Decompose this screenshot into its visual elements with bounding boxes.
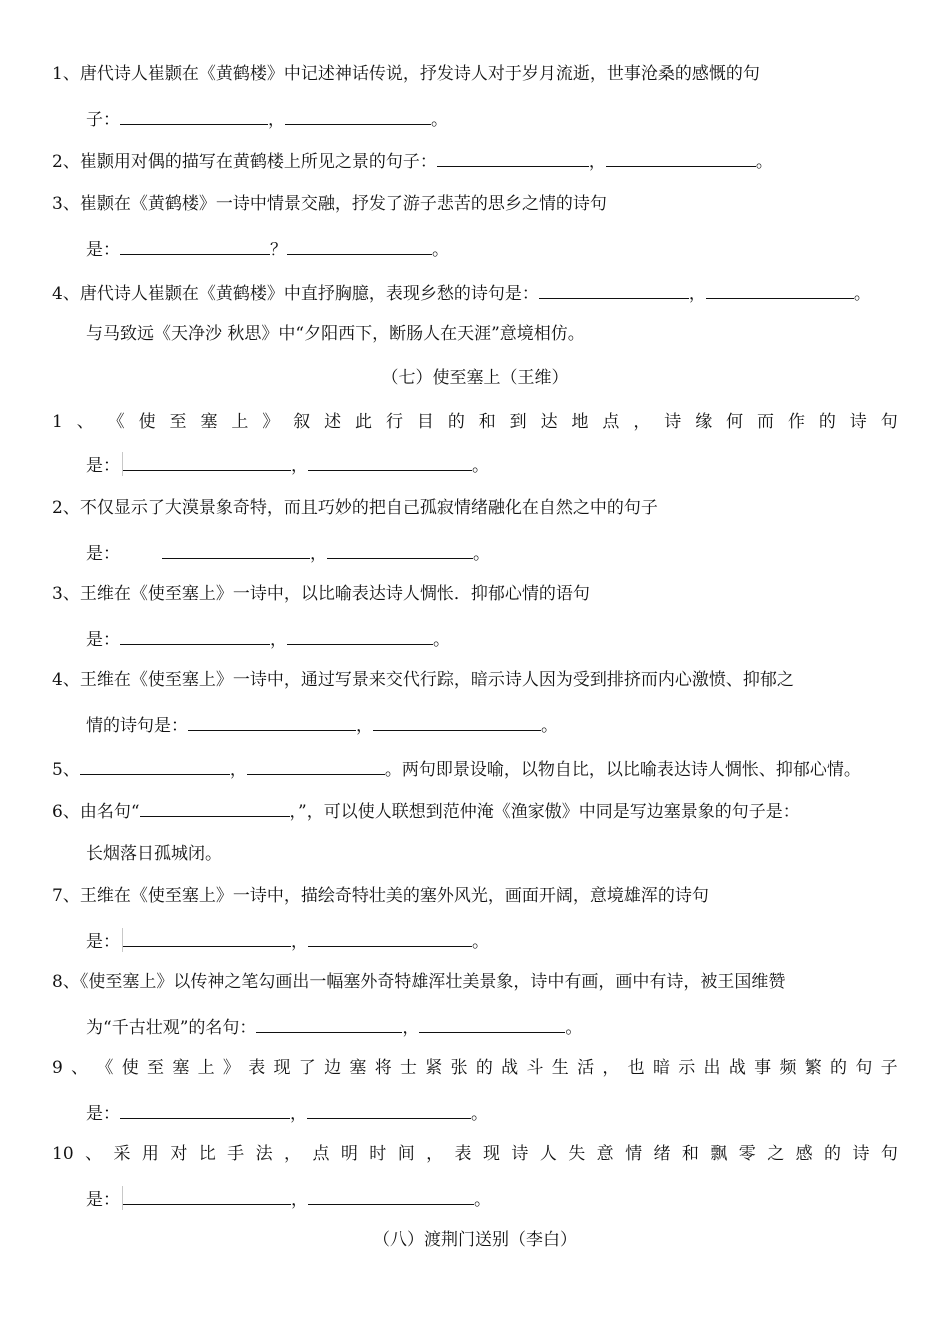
section-7-heading: （七）使至塞上（王维） [381, 368, 569, 388]
s7-q3-prefix: 是： [86, 630, 120, 650]
period: 。 [432, 240, 449, 260]
s7-q2-answer-line [86, 540, 490, 564]
s7-q2-prefix: 是： [86, 544, 120, 564]
text-char: 上 [197, 1058, 215, 1078]
comma: ， [289, 802, 299, 822]
period: 。 [472, 456, 489, 476]
text-char: 而 [757, 412, 775, 432]
text-char: 述 [324, 412, 342, 432]
answer-blank[interactable] [188, 712, 356, 731]
q1-prefix: 子： [86, 110, 120, 130]
text-char: 频 [779, 1058, 797, 1078]
answer-blank[interactable] [307, 1100, 471, 1119]
text-char: 的 [830, 1058, 848, 1078]
answer-blank[interactable] [256, 1014, 402, 1033]
period: 。 [755, 152, 773, 172]
comma: ， [291, 1190, 308, 1210]
s7-q3-text: 3、王维在《使至塞上》一诗中，以比喻表达诗人惆怅．抑郁心情的语句 [52, 584, 590, 604]
q4-text: 4、唐代诗人崔颢在《黄鹤楼》中直抒胸臆，表现乡愁的诗句是： [52, 284, 539, 304]
answer-blank[interactable] [419, 1014, 565, 1033]
text-char: 、 [76, 412, 94, 432]
text-char: 情 [625, 1144, 643, 1164]
s7-q8-text: 8、《使至塞上》以传神之笔勾画出一幅塞外奇特雄浑壮美景象，诗中有画，画中有诗，被王国维赞 [52, 972, 786, 992]
text-char: 士 [399, 1058, 417, 1078]
answer-blank[interactable] [308, 928, 472, 947]
s7-q9-prefix: 是： [86, 1104, 120, 1124]
answer-blank[interactable] [285, 106, 431, 125]
answer-blank[interactable] [437, 148, 589, 167]
text-char: 句 [880, 412, 898, 432]
text-char: 活 [577, 1058, 595, 1078]
text-char: 斗 [526, 1058, 544, 1078]
q3-text: 3、崔颢在《黄鹤楼》一诗中情景交融，抒发了游子悲苦的思乡之情的诗句 [52, 194, 607, 214]
s7-q3-answer-line [86, 626, 450, 650]
text-char: 的 [818, 412, 836, 432]
s7-q1-text [52, 410, 898, 434]
text-char: 表 [454, 1144, 472, 1164]
answer-blank[interactable] [123, 1186, 291, 1205]
text-char: 到 [509, 412, 527, 432]
period: 。 [473, 544, 490, 564]
period: 。 [431, 110, 448, 130]
text-char: 手 [227, 1144, 245, 1164]
q2-line [52, 148, 773, 172]
text-char: 缘 [695, 412, 713, 432]
text-char: 对 [170, 1144, 188, 1164]
s7-q8-prefix: 为“千古壮观”的名句： [86, 1018, 257, 1038]
text-char: 目 [416, 412, 434, 432]
s7-q7-answer-line [86, 928, 489, 952]
period: 。 [433, 630, 450, 650]
period: 。 [853, 284, 871, 304]
question-mark: ？ [270, 240, 287, 260]
answer-blank[interactable] [140, 798, 290, 817]
text-char: 现 [482, 1144, 500, 1164]
text-char: 零 [738, 1144, 756, 1164]
text-char: 叙 [293, 412, 311, 432]
text-char: 此 [355, 412, 373, 432]
comma: ， [270, 630, 287, 650]
period: 。 [384, 760, 402, 780]
answer-blank[interactable] [287, 236, 432, 255]
s7-q6-answer: 长烟落日孤城闭。 [86, 844, 222, 864]
s7-q7-prefix: 是： [86, 932, 120, 952]
text-char: 点 [312, 1144, 330, 1164]
text-char: ， [633, 412, 651, 432]
s7-q9-answer-line [86, 1100, 488, 1124]
answer-blank[interactable] [287, 626, 433, 645]
text-char: 和 [681, 1144, 699, 1164]
text-char: 的 [447, 412, 465, 432]
s7-q5-line [52, 756, 861, 780]
s7-q1-answer-line [86, 452, 489, 476]
q4-note: 与马致远《天净沙 秋思》中“夕阳西下，断肠人在天涯”意境相仿。 [86, 324, 585, 344]
text-char: 战 [728, 1058, 746, 1078]
text-char: 塞 [172, 1058, 190, 1078]
text-char: 使 [138, 412, 156, 432]
comma: ， [688, 284, 706, 304]
text-char: 法 [255, 1144, 273, 1164]
text-char: 塞 [349, 1058, 367, 1078]
text-char: 10 [52, 1144, 74, 1164]
comma: ， [588, 152, 606, 172]
text-char: 间 [397, 1144, 415, 1164]
text-char: 比 [198, 1144, 216, 1164]
s7-q4-text: 4、王维在《使至塞上》一诗中，通过写景来交代行踪，暗示诗人因为受到排挤而内心激愤、抑郁之 [52, 670, 794, 690]
text-char: 用 [141, 1144, 159, 1164]
text-char: 表 [248, 1058, 266, 1078]
q3-prefix: 是： [86, 240, 120, 260]
text-char: 点 [602, 412, 620, 432]
comma: ， [291, 456, 308, 476]
answer-blank[interactable] [706, 280, 854, 299]
text-char: 达 [540, 412, 558, 432]
text-char: 失 [568, 1144, 586, 1164]
text-char: 繁 [804, 1058, 822, 1078]
q4-line [52, 280, 871, 304]
text-char: 》 [222, 1058, 240, 1078]
text-char: 的 [475, 1058, 493, 1078]
s7-q6-suffix: ”，可以使人联想到范仲淹《渔家傲》中同是写边塞景象的句子是： [298, 802, 800, 822]
answer-blank[interactable] [123, 452, 291, 471]
text-char: 诗 [852, 1144, 870, 1164]
text-char: 出 [703, 1058, 721, 1078]
text-char: 人 [539, 1144, 557, 1164]
answer-blank[interactable] [80, 756, 230, 775]
text-char: 将 [374, 1058, 392, 1078]
q1-answer-line [86, 106, 448, 130]
answer-blank[interactable] [120, 626, 270, 645]
text-char: 使 [121, 1058, 139, 1078]
text-char: 战 [501, 1058, 519, 1078]
text-char: 现 [273, 1058, 291, 1078]
period: 。 [541, 716, 558, 736]
answer-blank[interactable] [327, 540, 473, 559]
period: 。 [565, 1018, 583, 1038]
answer-blank[interactable] [162, 540, 310, 559]
period: 。 [471, 1104, 488, 1124]
q1-text: 1、唐代诗人崔颢在《黄鹤楼》中记述神话传说，抒发诗人对于岁月流逝，世事沧桑的感慨的句 [52, 64, 760, 84]
text-char: 诗 [511, 1144, 529, 1164]
text-char: 明 [340, 1144, 358, 1164]
text-char: ， [602, 1058, 620, 1078]
s7-q5-suffix: 两句即景设喻，以物自比，以比喻表达诗人惆怅、抑郁心情。 [401, 760, 861, 780]
answer-blank[interactable] [123, 928, 291, 947]
text-char: 何 [726, 412, 744, 432]
text-char: 绪 [653, 1144, 671, 1164]
text-char: 意 [596, 1144, 614, 1164]
answer-blank[interactable] [373, 712, 541, 731]
text-char: 句 [855, 1058, 873, 1078]
q3-answer-line [86, 236, 449, 260]
text-char: 暗 [652, 1058, 670, 1078]
text-char: 示 [678, 1058, 696, 1078]
s7-q6-prefix: 6、由名句“ [52, 802, 140, 822]
q2-text: 2、崔颢用对偶的描写在黄鹤楼上所见之景的句子： [52, 152, 437, 172]
text-char: ， [426, 1144, 444, 1164]
text-char: 诗 [849, 412, 867, 432]
text-char: 9 [52, 1058, 63, 1078]
period: 。 [474, 1190, 491, 1210]
s7-q10-answer-line [86, 1186, 491, 1210]
text-char: 感 [795, 1144, 813, 1164]
s7-q7-text: 7、王维在《使至塞上》一诗中，描绘奇特壮美的塞外风光，画面开阔，意境雄浑的诗句 [52, 886, 709, 906]
answer-blank[interactable] [539, 280, 689, 299]
comma: ， [310, 544, 327, 564]
text-char: 句 [880, 1144, 898, 1164]
comma: ， [402, 1018, 420, 1038]
comma: ， [268, 110, 285, 130]
s7-q10-text [52, 1142, 898, 1166]
s7-q10-prefix: 是： [86, 1190, 120, 1210]
comma: ， [356, 716, 373, 736]
answer-blank[interactable] [247, 756, 385, 775]
text-char: 塞 [200, 412, 218, 432]
text-char: 了 [298, 1058, 316, 1078]
text-char: 的 [824, 1144, 842, 1164]
text-char: 紧 [425, 1058, 443, 1078]
s7-q6-line [52, 798, 800, 822]
s7-q2-text: 2、不仅显示了大漠景象奇特，而且巧妙的把自己孤寂情绪融化在自然之中的句子 [52, 498, 658, 518]
comma: ， [229, 760, 247, 780]
s7-q4-prefix: 情的诗句是： [86, 716, 188, 736]
text-char: 1 [52, 412, 63, 432]
answer-blank[interactable] [308, 1186, 474, 1205]
answer-blank[interactable] [120, 236, 270, 255]
text-char: 作 [787, 412, 805, 432]
s7-q8-answer-line [86, 1014, 582, 1038]
text-char: 子 [880, 1058, 898, 1078]
text-char: 飘 [710, 1144, 728, 1164]
text-char: 也 [627, 1058, 645, 1078]
period: 。 [472, 932, 489, 952]
text-char: 采 [113, 1144, 131, 1164]
s7-q4-answer-line [86, 712, 558, 736]
text-char: 事 [754, 1058, 772, 1078]
text-char: 诗 [664, 412, 682, 432]
answer-blank[interactable] [606, 148, 756, 167]
section-8-heading: （八）渡荆门送别（李白） [373, 1230, 577, 1250]
text-char: ， [284, 1144, 302, 1164]
text-char: 行 [385, 412, 403, 432]
text-char: 《 [107, 412, 125, 432]
answer-blank[interactable] [120, 1100, 290, 1119]
text-char: 至 [169, 412, 187, 432]
s7-q9-text [52, 1056, 898, 1080]
text-char: 上 [231, 412, 249, 432]
text-char: 之 [767, 1144, 785, 1164]
answer-blank[interactable] [308, 452, 472, 471]
s7-q1-prefix: 是： [86, 456, 120, 476]
text-char: 边 [324, 1058, 342, 1078]
comma: ， [291, 932, 308, 952]
text-char: 张 [450, 1058, 468, 1078]
text-char: 和 [478, 412, 496, 432]
text-char: 、 [85, 1144, 103, 1164]
text-char: 生 [551, 1058, 569, 1078]
text-char: 至 [147, 1058, 165, 1078]
s7-q5-prefix: 5、 [52, 760, 80, 780]
text-char: 地 [571, 412, 589, 432]
text-char: 《 [96, 1058, 114, 1078]
text-char: 时 [369, 1144, 387, 1164]
text-char: 》 [262, 412, 280, 432]
text-char: 、 [71, 1058, 89, 1078]
comma: ， [290, 1104, 307, 1124]
answer-blank[interactable] [120, 106, 268, 125]
